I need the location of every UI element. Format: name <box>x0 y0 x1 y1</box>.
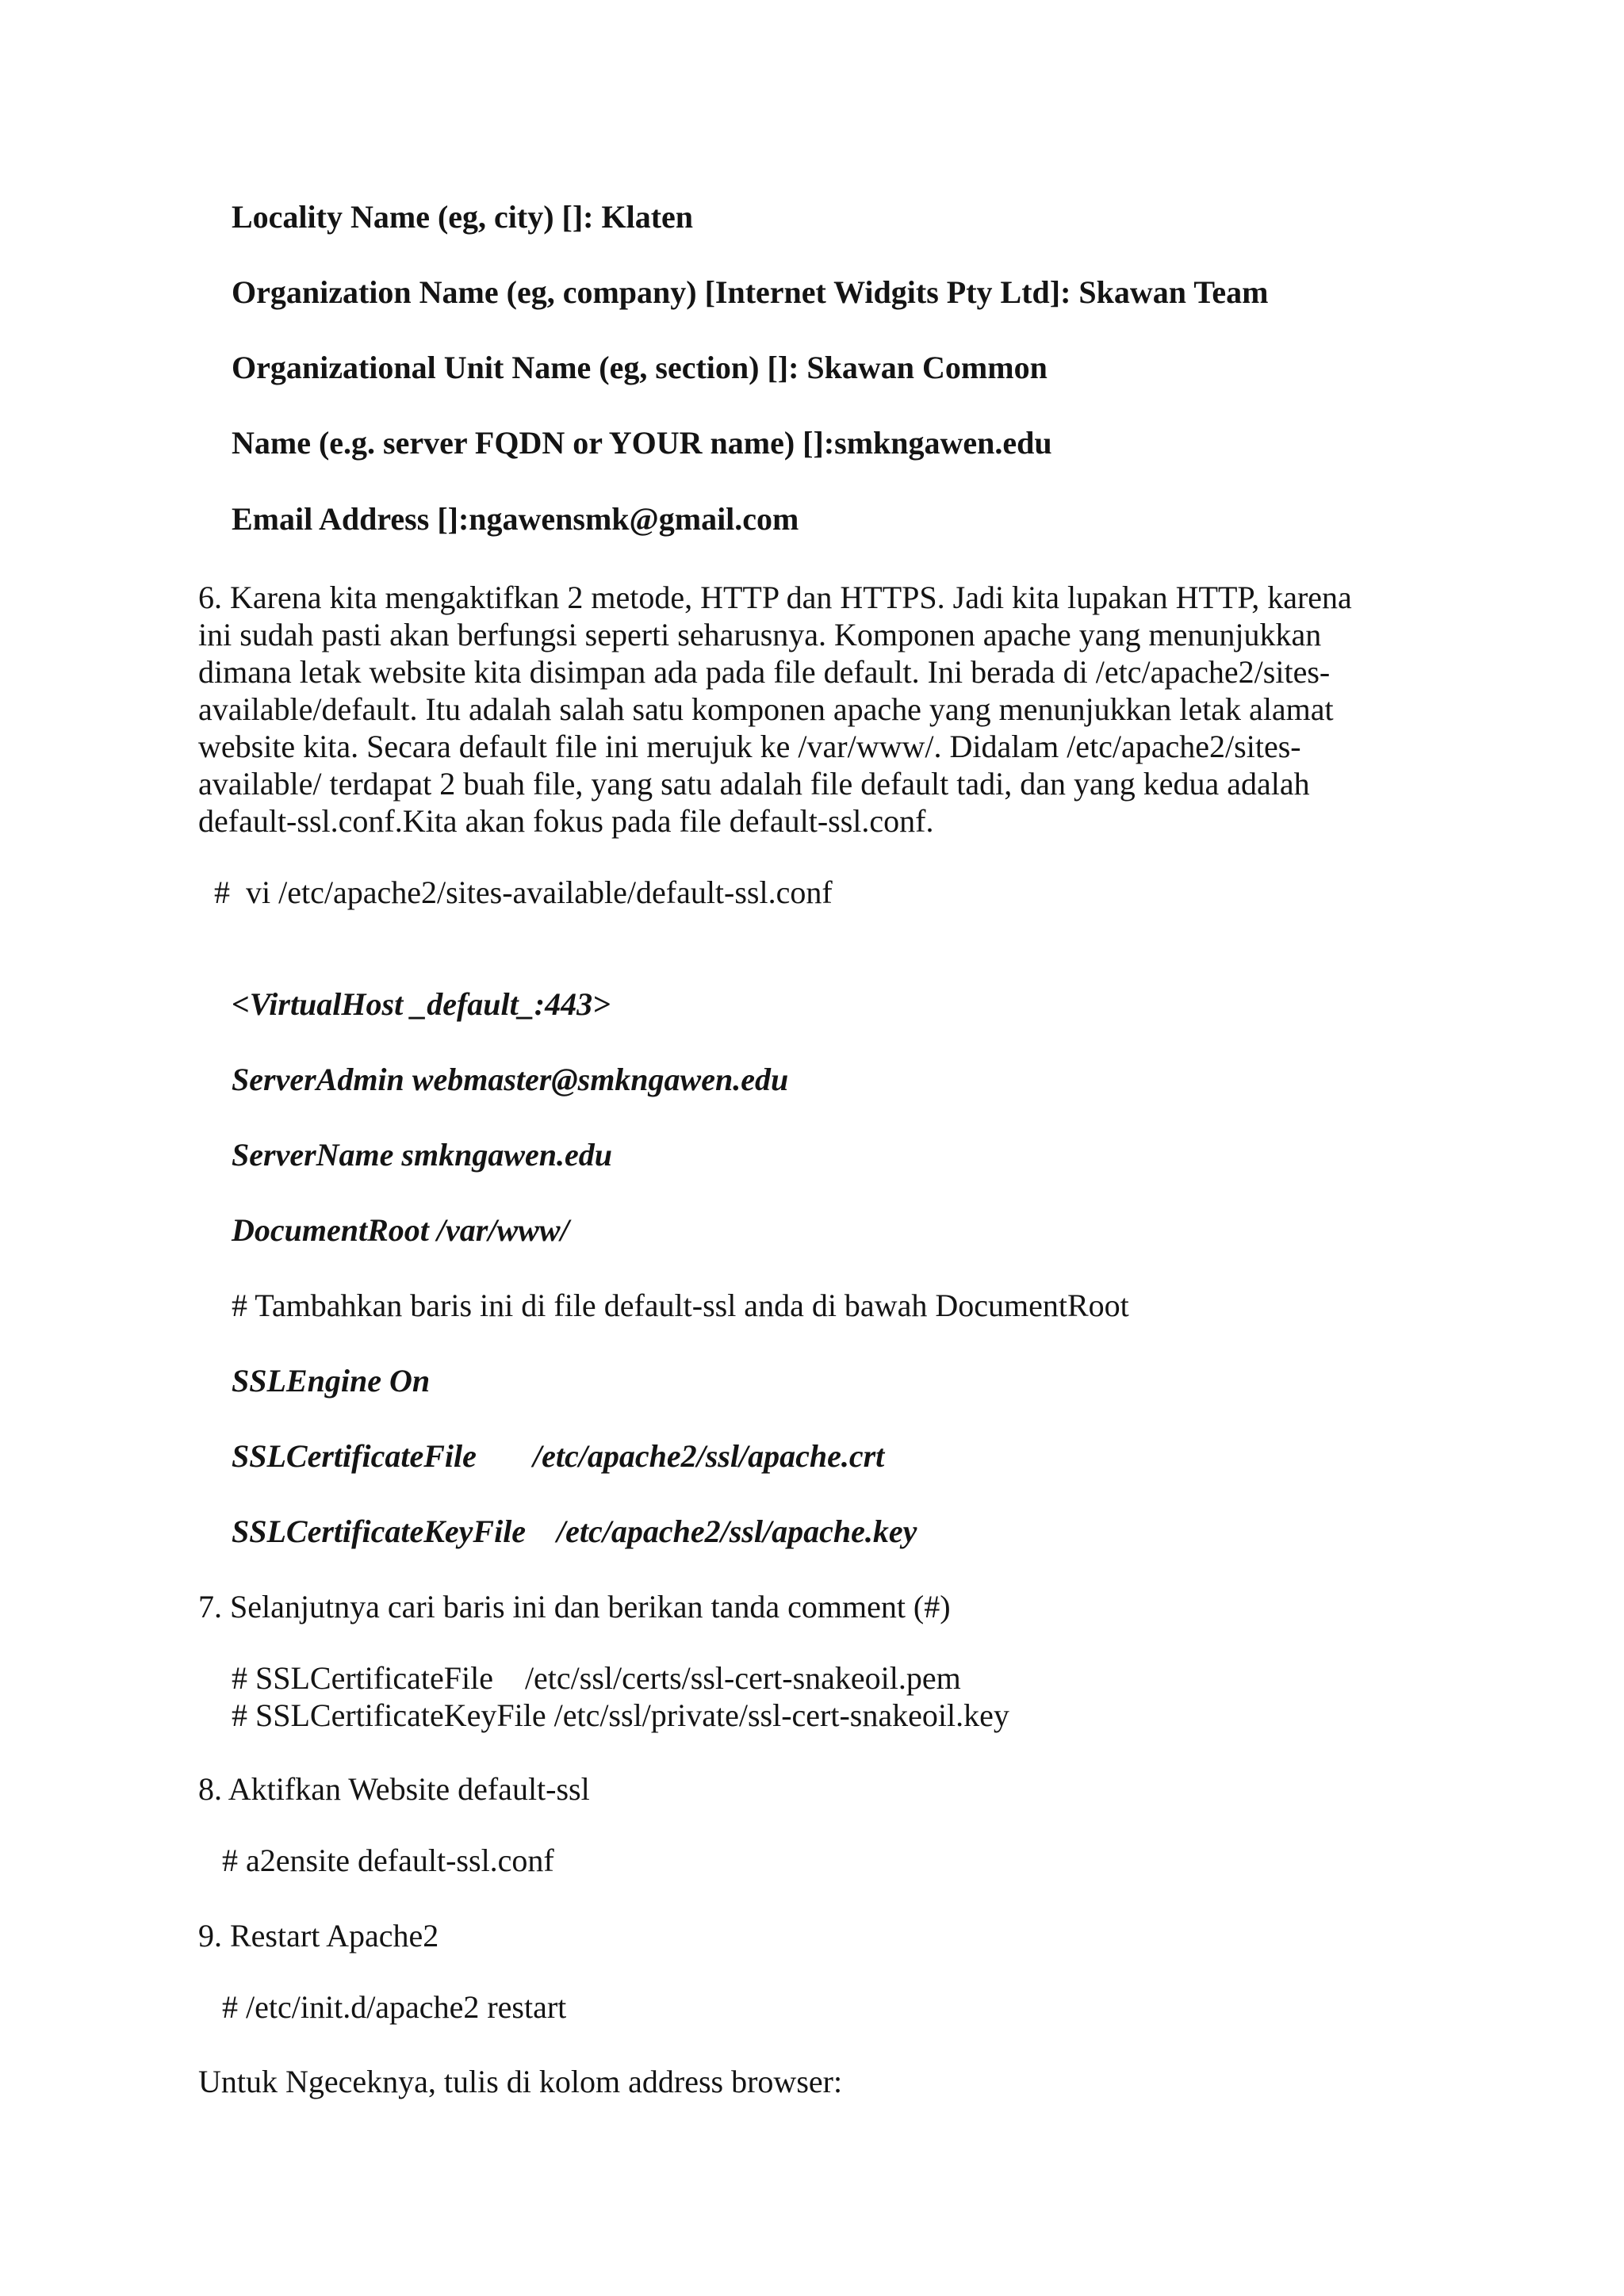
step7-text: 7. Selanjutnya cari baris ini dan berikan tanda comment (#) <box>198 1589 951 1624</box>
cert-prompt-organization: Organization Name (eg, company) [Internet Widgits Pty Ltd]: Skawan Team <box>232 274 1269 310</box>
step6-line-3: dimana letak website kita disimpan ada pada file default. Ini berada di /etc/apache2/sites- <box>198 654 1331 690</box>
config-cert-file-key: SSLCertificateFile <box>232 1438 477 1474</box>
config-server-name: ServerName smkngawen.edu <box>232 1137 612 1173</box>
cert-prompt-common-name: Name (e.g. server FQDN or YOUR name) []:smkngawen.edu <box>232 425 1052 461</box>
step6-line-4: available/default. Itu adalah salah satu komponen apache yang menunjukkan letak alamat <box>198 691 1334 727</box>
cert-prompt-locality: Locality Name (eg, city) []: Klaten <box>232 199 694 235</box>
step8-command: # a2ensite default-ssl.conf <box>222 1843 554 1878</box>
step9-text: 9. Restart Apache2 <box>198 1918 439 1954</box>
step6-line-1: 6. Karena kita mengaktifkan 2 metode, HTTP dan HTTPS. Jadi kita lupakan HTTP, karena <box>198 580 1352 615</box>
step9-command: # /etc/init.d/apache2 restart <box>222 1989 567 2025</box>
step6-line-2: ini sudah pasti akan berfungsi seperti seharusnya. Komponen apache yang menunjukkan <box>198 617 1322 652</box>
config-cert-keyfile-value: /etc/apache2/ssl/apache.key <box>557 1513 917 1549</box>
config-server-admin: ServerAdmin webmaster@smkngawen.edu <box>232 1062 789 1097</box>
config-cert-file-value: /etc/apache2/ssl/apache.crt <box>533 1438 885 1474</box>
config-cert-keyfile-key: SSLCertificateKeyFile <box>232 1513 527 1549</box>
config-ssl-engine: SSLEngine On <box>232 1363 431 1399</box>
step6-line-6: available/ terdapat 2 buah file, yang satu adalah file default tadi, dan yang kedua adalah <box>198 766 1310 802</box>
step6-command: # vi /etc/apache2/sites-available/default-ssl.conf <box>214 874 833 910</box>
step7-line-1: # SSLCertificateFile /etc/ssl/certs/ssl-cert-snakeoil.pem <box>232 1660 961 1696</box>
config-document-root: DocumentRoot /var/www/ <box>232 1212 569 1248</box>
config-virtualhost: <VirtualHost _default_:443> <box>232 986 611 1022</box>
cert-prompt-email: Email Address []:ngawensmk@gmail.com <box>232 501 799 537</box>
cert-prompt-org-unit: Organizational Unit Name (eg, section) []: Skawan Common <box>232 350 1048 385</box>
step6-line-5: website kita. Secara default file ini merujuk ke /var/www/. Didalam /etc/apache2/sites- <box>198 729 1301 764</box>
closing-text: Untuk Ngeceknya, tulis di kolom address browser: <box>198 2064 843 2099</box>
step7-line-2: # SSLCertificateKeyFile /etc/ssl/private/ssl-cert-snakeoil.key <box>232 1697 1009 1733</box>
config-comment: # Tambahkan baris ini di file default-ssl anda di bawah DocumentRoot <box>232 1288 1129 1323</box>
step8-text: 8. Aktifkan Website default-ssl <box>198 1771 590 1807</box>
step6-line-7: default-ssl.conf.Kita akan fokus pada file default-ssl.conf. <box>198 803 934 839</box>
